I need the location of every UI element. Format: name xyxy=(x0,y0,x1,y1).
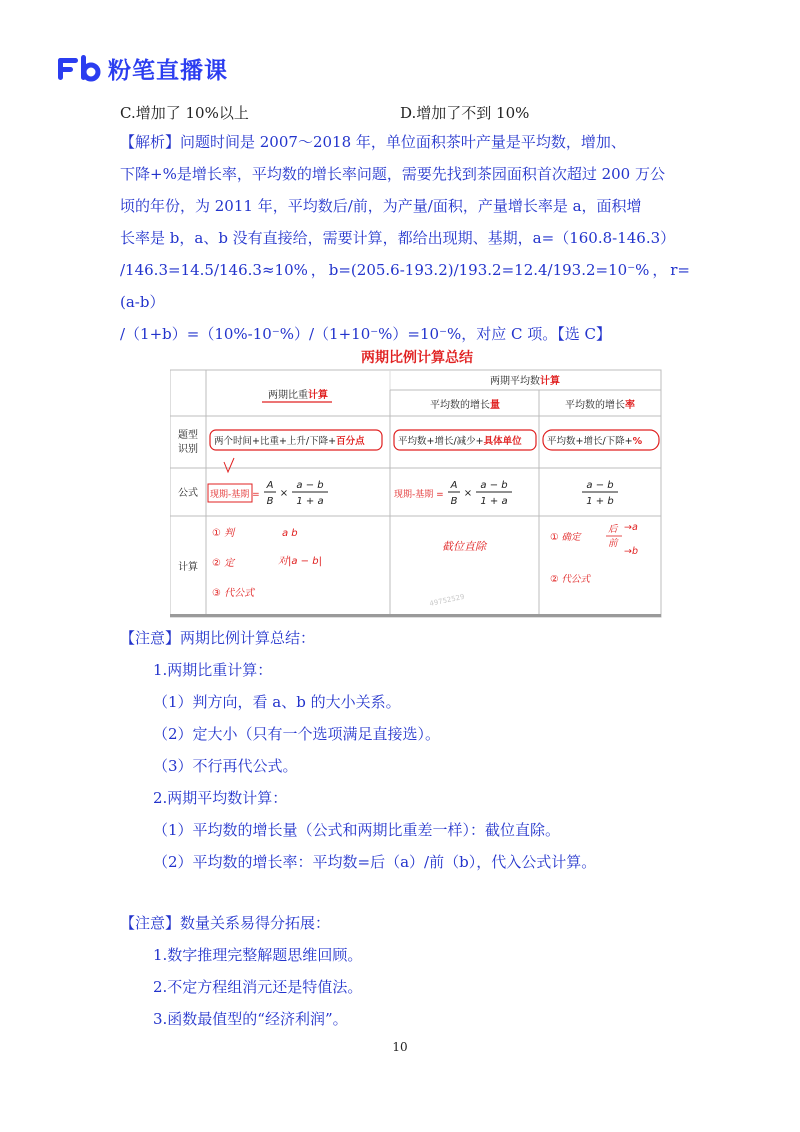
notes2-item: 3.函数最值型的“经济利润”。 xyxy=(153,1010,348,1028)
svg-text:两个时间+比重+上升/下降+百分点 xyxy=(214,435,365,447)
option-d: D.增加了不到 10% xyxy=(400,104,530,122)
calc-c1-ab: a b xyxy=(282,528,298,539)
formula-c2-times: × xyxy=(463,488,473,499)
table-watermark: 49752529 xyxy=(428,592,466,608)
col23-header: 两期平均数 xyxy=(490,376,540,387)
recognize-c3: 平均数+增长/下降+ xyxy=(547,436,633,447)
formula-c1-num: a − b xyxy=(296,480,324,491)
page-number: 10 xyxy=(392,1040,408,1054)
col1-header-highlight: 计算 xyxy=(308,390,328,401)
calc-c3-to-b: →b xyxy=(624,546,638,557)
col3-subheader-highlight: 率 xyxy=(625,400,635,411)
recognize-c1: 两个时间+比重+上升/下降+ xyxy=(214,436,337,447)
analysis-paragraph xyxy=(120,126,690,350)
notes1-item: 2.两期平均数计算： xyxy=(153,789,288,807)
calc-c1-step1: ① 判 xyxy=(212,528,235,539)
formula-c2-A: A xyxy=(450,480,458,491)
notes1-item: （2）定大小（只有一个选项满足直接选）。 xyxy=(153,725,441,743)
formula-c3-den: 1 + b xyxy=(586,496,614,507)
formula-c1-den: 1 + a xyxy=(296,496,324,507)
svg-text:两期比重计算 xyxy=(268,388,328,401)
calc-c1-step3: ③ 代公式 xyxy=(212,588,255,599)
notes2-item: 2.不定方程组消元还是特值法。 xyxy=(153,978,363,996)
calc-c1-step2: ② 定 xyxy=(212,558,235,569)
notes1-item: （1）平均数的增长量（公式和两期比重差一样）：截位直除。 xyxy=(153,821,561,839)
formula-c2-B: B xyxy=(450,496,458,507)
table-title: 两期比例计算总结 xyxy=(361,350,473,366)
svg-text:平均数的增长量 xyxy=(430,398,500,411)
brand-name: 粉笔直播课 xyxy=(108,58,228,84)
svg-text:平均数+增长/下降+% xyxy=(547,435,643,447)
analysis-line: /146.3=14.5/146.3≈10%，b=(205.6-193.2)/193.2=12.4/193.2=10⁻%，r=(a-b） xyxy=(120,261,690,311)
summary-table-image xyxy=(170,344,664,620)
calc-c3-step1: ① 确定 xyxy=(550,532,581,543)
row-label-formula: 公式 xyxy=(178,488,198,499)
svg-text:两期平均数计算 xyxy=(490,374,560,387)
col2-subheader-highlight: 量 xyxy=(490,400,500,411)
formula-c1-prefix: 现期-基期 = xyxy=(210,490,260,500)
formula-c2-den: 1 + a xyxy=(480,496,508,507)
notes1-item: （3）不行再代公式。 xyxy=(153,757,298,775)
formula-c2-prefix: 现期-基期 = xyxy=(394,490,444,500)
recognize-c2-highlight: 具体单位 xyxy=(483,436,522,447)
formula-c1-A: A xyxy=(266,480,274,491)
calc-c2: 截位直除 xyxy=(442,540,486,553)
calc-c3-step2: ② 代公式 xyxy=(550,574,591,585)
svg-text:平均数的增长率 xyxy=(565,398,635,411)
notes1-item: （2）平均数的增长率：平均数=后（a）/前（b），代入公式计算。 xyxy=(153,853,597,871)
recognize-c2: 平均数+增长/减少+ xyxy=(398,436,484,447)
notes1-item: 1.两期比重计算： xyxy=(153,661,273,679)
notes1-title: 【注意】两期比例计算总结： xyxy=(120,629,316,647)
col2-subheader: 平均数的增长 xyxy=(430,400,490,411)
analysis-line: 下降+%是增长率，平均数的增长率问题，需要先找到茶园面积首次超过 200 万公 xyxy=(120,165,665,183)
fb-logo-icon xyxy=(58,55,102,83)
formula-c3-num: a − b xyxy=(586,480,614,491)
col3-subheader: 平均数的增长 xyxy=(565,400,625,411)
calc-c1-compare: 对|a − b| xyxy=(278,556,322,567)
analysis-line: 长率是 b，a、b 没有直接给，需要计算，都给出现期、基期，a=（160.8-146.3） xyxy=(120,229,676,247)
brand-logo xyxy=(58,52,228,85)
analysis-line: /（1+b）=（10%-10⁻%）/（1+10⁻%）=10⁻%，对应 C 项。【选 C】 xyxy=(120,325,612,343)
notes2-title: 【注意】数量关系易得分拓展： xyxy=(120,914,331,932)
analysis-line: 【解析】问题时间是 2007～2018 年，单位面积茶叶产量是平均数，增加、 xyxy=(120,133,626,151)
svg-text:平均数+增长/减少+具体单位 xyxy=(398,435,522,447)
calc-c3-after: 后 xyxy=(608,524,618,535)
row-label-recognize: 题型识别 xyxy=(178,430,198,455)
notes2-item: 1.数字推理完整解题思维回顾。 xyxy=(153,946,363,964)
calc-c3-before: 前 xyxy=(608,538,618,549)
formula-c1-B: B xyxy=(266,496,274,507)
notes1-item: （1）判方向，看 a、b 的大小关系。 xyxy=(153,693,401,711)
formula-c2-num: a − b xyxy=(480,480,508,491)
calc-c3-to-a: →a xyxy=(624,522,638,533)
formula-c1-times: × xyxy=(279,488,289,499)
col23-header-highlight: 计算 xyxy=(540,376,560,387)
col1-header: 两期比重 xyxy=(268,390,308,401)
recognize-c3-highlight: % xyxy=(632,436,643,447)
recognize-c1-highlight: 百分点 xyxy=(336,436,365,447)
analysis-line: 顷的年份，为 2011 年，平均数后/前，为产量/面积，产量增长率是 a，面积增 xyxy=(120,197,642,215)
option-c: C.增加了 10%以上 xyxy=(120,104,249,122)
row-label-calc: 计算 xyxy=(178,562,198,573)
